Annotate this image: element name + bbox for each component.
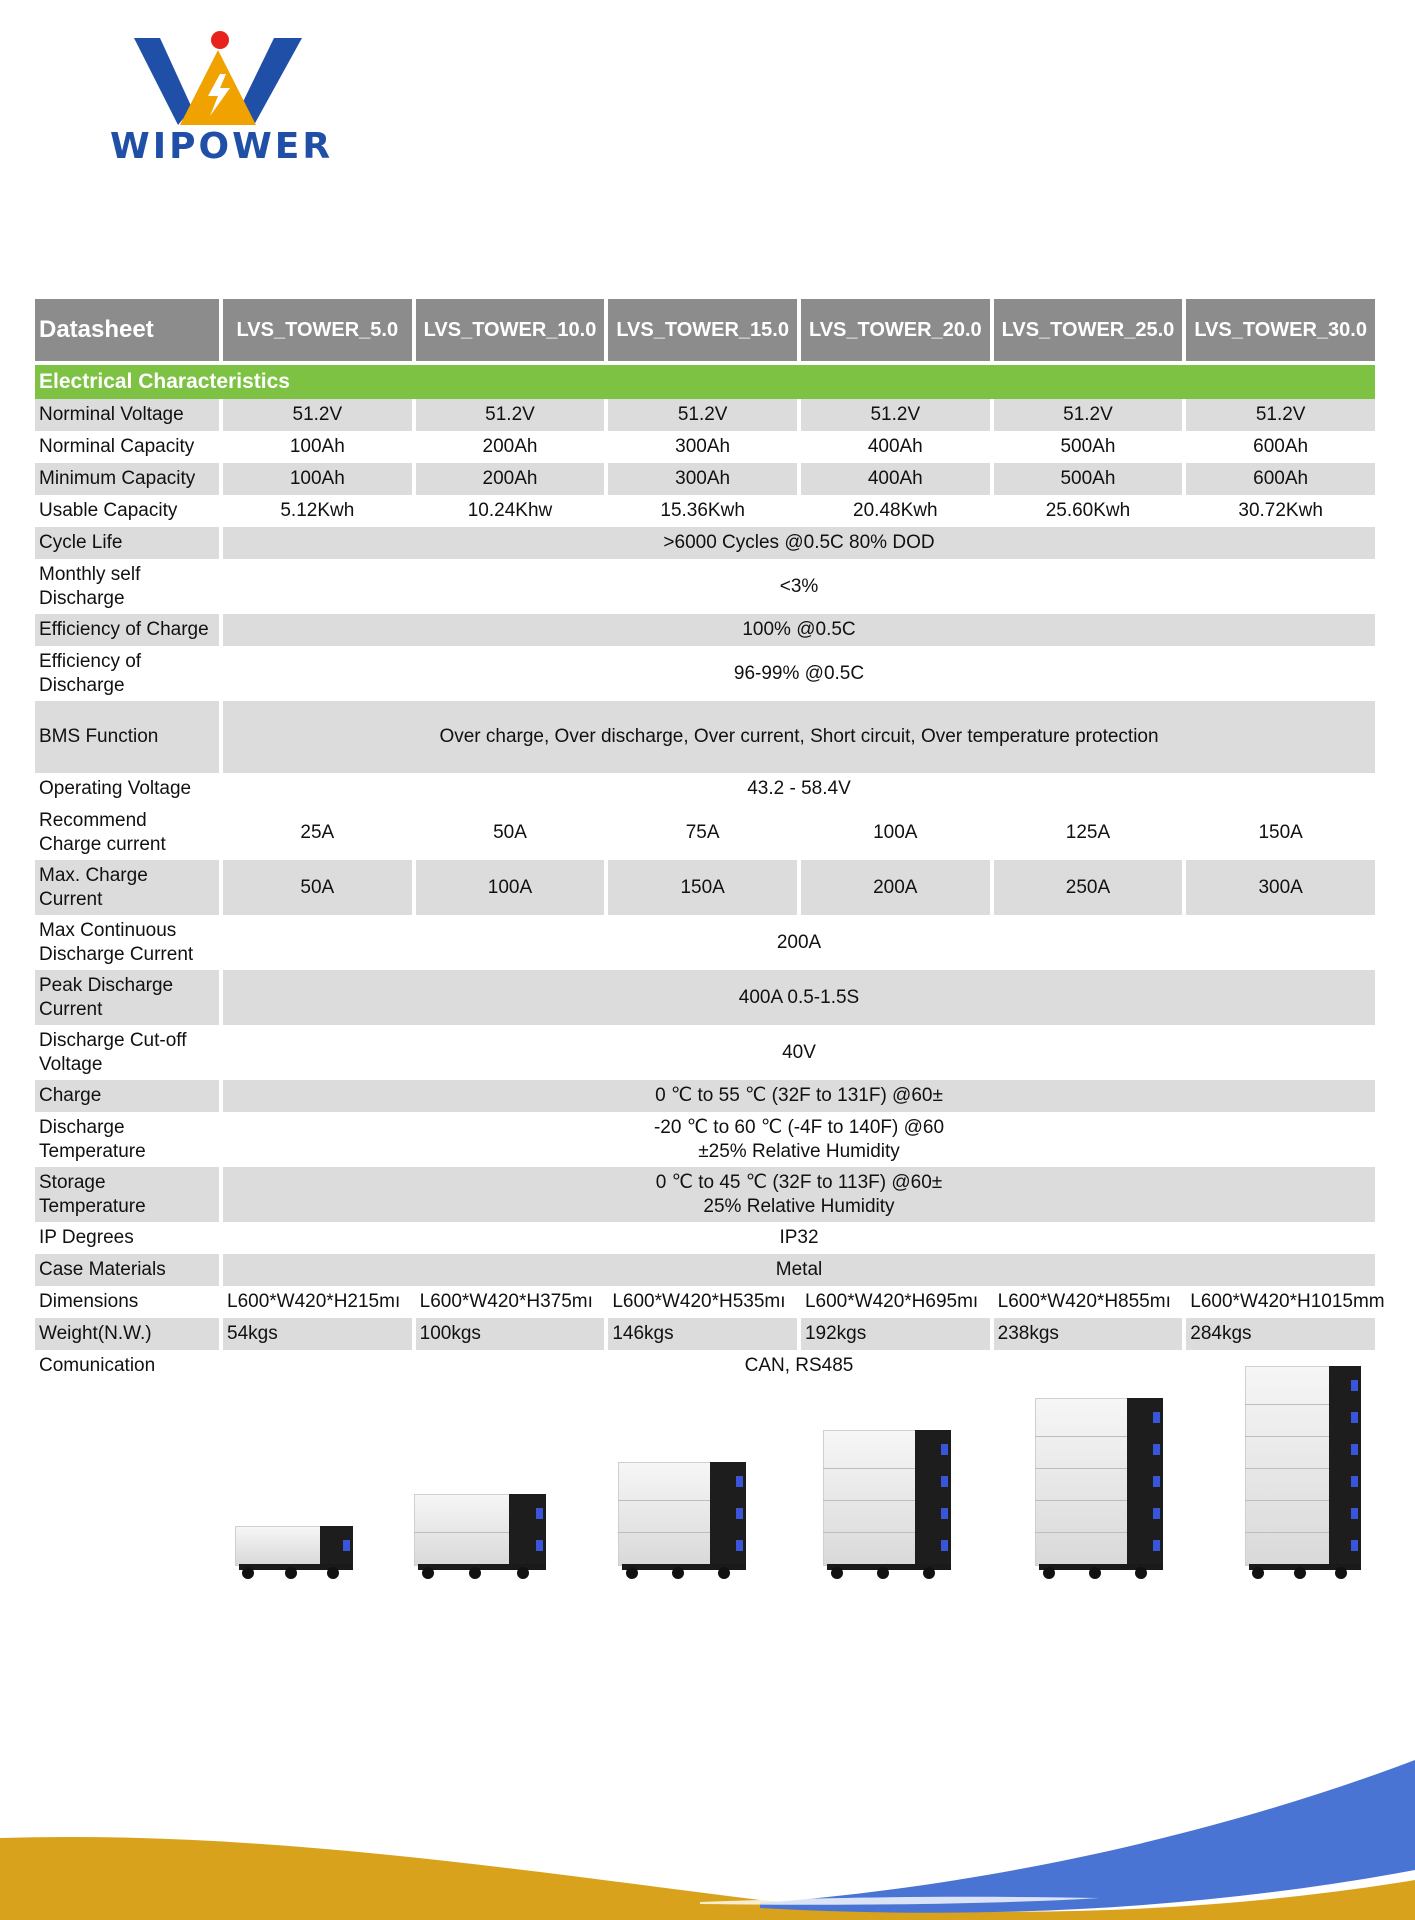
- table-row: [35, 773, 1375, 805]
- row-label: Usable Capacity: [39, 500, 178, 521]
- row-label: Max Continuous Discharge Current: [39, 919, 194, 965]
- battery-case: [235, 1526, 322, 1566]
- wheel-icon: [469, 1567, 481, 1579]
- table-row: [35, 860, 1375, 915]
- module-divider: [823, 1468, 915, 1469]
- header-model: LVS_TOWER_30.0: [1186, 299, 1375, 361]
- row-label: IP Degrees: [39, 1227, 134, 1248]
- row-label: Comunication: [39, 1355, 156, 1376]
- cell: 10.24Khw: [467, 500, 553, 521]
- row-label: Efficiency of Discharge: [39, 650, 142, 696]
- module-indicator-icon: [941, 1444, 948, 1455]
- module-divider: [1035, 1468, 1127, 1469]
- module-indicator-icon: [736, 1540, 743, 1551]
- module-divider: [1245, 1500, 1329, 1501]
- cell: 96-99% @0.5C: [733, 662, 865, 684]
- cell: L600*W420*H1015mm: [1190, 1291, 1385, 1312]
- cell: 100kgs: [416, 1318, 605, 1350]
- wheel-icon: [327, 1567, 339, 1579]
- cell: 51.2V: [223, 399, 412, 431]
- module-divider: [823, 1532, 915, 1533]
- section-row: [35, 365, 1375, 399]
- cell: 150A: [608, 860, 797, 915]
- battery-tower-image: [1245, 1366, 1361, 1578]
- module-indicator-icon: [1153, 1476, 1160, 1487]
- module-divider: [1245, 1532, 1329, 1533]
- battery-front-panel: [1329, 1366, 1361, 1566]
- row-label: BMS Function: [35, 701, 219, 773]
- cell: 51.2V: [1186, 399, 1375, 431]
- cell: 125A: [1065, 821, 1111, 843]
- wheel-icon: [877, 1567, 889, 1579]
- cell: 54kgs: [223, 1318, 412, 1350]
- header-model: LVS_TOWER_5.0: [223, 299, 412, 361]
- table-row: [35, 805, 1375, 860]
- row-label: Norminal Voltage: [35, 399, 219, 431]
- battery-tower-image: [1035, 1398, 1163, 1578]
- table-row: [35, 1112, 1375, 1167]
- cell: 200Ah: [416, 463, 605, 495]
- cell: 51.2V: [801, 399, 990, 431]
- module-divider: [1245, 1436, 1329, 1437]
- cell: 50A: [223, 860, 412, 915]
- row-label: Norminal Capacity: [39, 436, 195, 457]
- header-row: [35, 299, 1375, 361]
- module-indicator-icon: [1351, 1508, 1358, 1519]
- table-row: [35, 431, 1375, 463]
- cell: 200A: [776, 931, 822, 953]
- cell: L600*W420*H535mı: [612, 1291, 786, 1312]
- battery-case: [414, 1494, 511, 1566]
- cell: 43.2 - 58.4V: [747, 778, 851, 799]
- cell: L600*W420*H215mı: [227, 1291, 401, 1312]
- cell: >6000 Cycles @0.5C 80% DOD: [223, 527, 1375, 559]
- cell: 25A: [300, 821, 335, 843]
- brand-logo: [108, 30, 334, 170]
- table-row: [35, 1318, 1375, 1350]
- wheel-icon: [1294, 1567, 1306, 1579]
- cell: 400A 0.5-1.5S: [223, 970, 1375, 1025]
- cell: 25.60Kwh: [1045, 500, 1131, 521]
- row-label: Minimum Capacity: [35, 463, 219, 495]
- cell: 100Ah: [289, 436, 345, 457]
- cell: 20.48Kwh: [853, 500, 938, 521]
- module-indicator-icon: [536, 1540, 543, 1551]
- cell: 500Ah: [1060, 436, 1116, 457]
- cell: 200Ah: [482, 436, 538, 457]
- cell: 15.36Kwh: [660, 500, 745, 521]
- cell: L600*W420*H375mı: [419, 1291, 593, 1312]
- datasheet-table: [31, 299, 1385, 1382]
- wheel-icon: [1135, 1567, 1147, 1579]
- cell: Metal: [223, 1254, 1375, 1286]
- module-divider: [823, 1500, 915, 1501]
- cell: 75A: [685, 821, 720, 843]
- module-divider: [1245, 1404, 1329, 1405]
- table-row: [35, 1350, 1375, 1382]
- cell: 50A: [493, 821, 527, 843]
- wheel-icon: [672, 1567, 684, 1579]
- wheel-icon: [422, 1567, 434, 1579]
- module-divider: [1035, 1532, 1127, 1533]
- cell: 400Ah: [867, 436, 923, 457]
- module-indicator-icon: [736, 1508, 743, 1519]
- cell: 51.2V: [416, 399, 605, 431]
- module-divider: [414, 1532, 509, 1533]
- wheel-icon: [285, 1567, 297, 1579]
- table-row: [35, 646, 1375, 701]
- row-label: Case Materials: [35, 1254, 219, 1286]
- module-indicator-icon: [1153, 1444, 1160, 1455]
- cell: 600Ah: [1186, 463, 1375, 495]
- table-row: [35, 1167, 1375, 1222]
- row-label: Recommend Charge current: [39, 809, 166, 855]
- cell: 40V: [782, 1041, 816, 1063]
- battery-case: [618, 1462, 712, 1566]
- module-indicator-icon: [941, 1476, 948, 1487]
- cell: 100A: [416, 860, 605, 915]
- module-indicator-icon: [1351, 1412, 1358, 1423]
- module-indicator-icon: [1351, 1380, 1358, 1391]
- cell: 0 ℃ to 45 ℃ (32F to 113F) @60± 25% Relative Humidity: [223, 1167, 1375, 1222]
- battery-front-panel: [509, 1494, 546, 1566]
- battery-case: [823, 1430, 917, 1566]
- cell: 300Ah: [608, 463, 797, 495]
- cell: 146kgs: [608, 1318, 797, 1350]
- module-indicator-icon: [536, 1508, 543, 1519]
- wheel-icon: [242, 1567, 254, 1579]
- row-label: Peak Discharge Current: [35, 970, 219, 1025]
- cell: 100Ah: [223, 463, 412, 495]
- cell: 284kgs: [1186, 1318, 1375, 1350]
- battery-case: [1035, 1398, 1129, 1566]
- header-model: LVS_TOWER_10.0: [416, 299, 605, 361]
- battery-case: [1245, 1366, 1331, 1566]
- table-row: [35, 463, 1375, 495]
- module-divider: [618, 1532, 710, 1533]
- table-row: [35, 701, 1375, 773]
- header-model: LVS_TOWER_25.0: [994, 299, 1183, 361]
- module-indicator-icon: [1351, 1540, 1358, 1551]
- cell: 100% @0.5C: [223, 614, 1375, 646]
- row-label: Dimensions: [39, 1291, 139, 1312]
- cell: 192kgs: [801, 1318, 990, 1350]
- wheel-icon: [517, 1567, 529, 1579]
- cell: 51.2V: [608, 399, 797, 431]
- cell: 500Ah: [994, 463, 1183, 495]
- row-label: Max. Charge Current: [35, 860, 219, 915]
- wheel-icon: [1335, 1567, 1347, 1579]
- module-indicator-icon: [1351, 1476, 1358, 1487]
- module-divider: [1035, 1436, 1127, 1437]
- cell: 51.2V: [994, 399, 1183, 431]
- cell: 0 ℃ to 55 ℃ (32F to 131F) @60±: [223, 1080, 1375, 1112]
- row-label: Cycle Life: [35, 527, 219, 559]
- cell: L600*W420*H695mı: [804, 1291, 979, 1312]
- row-label: Operating Voltage: [39, 778, 192, 799]
- module-indicator-icon: [1351, 1444, 1358, 1455]
- battery-tower-image: [618, 1462, 746, 1578]
- table-row: [35, 559, 1375, 614]
- header-model: LVS_TOWER_20.0: [801, 299, 990, 361]
- cell: 150A: [1258, 821, 1303, 843]
- row-label: Charge: [35, 1080, 219, 1112]
- battery-tower-image: [235, 1526, 353, 1578]
- table-row: [35, 1080, 1375, 1112]
- table-row: [35, 1025, 1375, 1080]
- cell: 200A: [801, 860, 990, 915]
- wheel-icon: [1043, 1567, 1055, 1579]
- module-indicator-icon: [1153, 1508, 1160, 1519]
- table-row: [35, 399, 1375, 431]
- table-row: [35, 527, 1375, 559]
- cell: L600*W420*H855mı: [997, 1291, 1171, 1312]
- row-label: Weight(N.W.): [35, 1318, 219, 1350]
- table-row: [35, 915, 1375, 970]
- module-indicator-icon: [736, 1476, 743, 1487]
- cell: 400Ah: [801, 463, 990, 495]
- cell: Over charge, Over discharge, Over current, Short circuit, Over temperature protection: [223, 701, 1375, 773]
- brand-name: WIPOWER: [110, 126, 334, 167]
- row-label: Efficiency of Charge: [35, 614, 219, 646]
- wheel-icon: [1252, 1567, 1264, 1579]
- cell: -20 ℃ to 60 ℃ (-4F to 140F) @60 ±25% Relative Humidity: [653, 1116, 945, 1162]
- table-row: [35, 1286, 1375, 1318]
- cell: 250A: [994, 860, 1183, 915]
- cell: CAN, RS485: [744, 1355, 854, 1376]
- table-row: [35, 495, 1375, 527]
- table-row: [35, 1254, 1375, 1286]
- battery-tower-image: [414, 1494, 546, 1578]
- row-label: Discharge Temperature: [39, 1116, 146, 1162]
- cell: 238kgs: [994, 1318, 1183, 1350]
- wheel-icon: [718, 1567, 730, 1579]
- table-row: [35, 614, 1375, 646]
- wheel-icon: [1089, 1567, 1101, 1579]
- row-label: Discharge Cut-off Voltage: [39, 1029, 187, 1075]
- cell: 300A: [1186, 860, 1375, 915]
- module-indicator-icon: [1153, 1540, 1160, 1551]
- header-datasheet: Datasheet: [35, 299, 219, 361]
- module-indicator-icon: [941, 1508, 948, 1519]
- table-row: [35, 1222, 1375, 1254]
- row-label: Storage Temperature: [35, 1167, 219, 1222]
- cell: 300Ah: [675, 436, 731, 457]
- wheel-icon: [923, 1567, 935, 1579]
- module-divider: [1035, 1500, 1127, 1501]
- module-divider: [1245, 1468, 1329, 1469]
- cell: <3%: [779, 575, 819, 597]
- table-row: [35, 970, 1375, 1025]
- module-indicator-icon: [941, 1540, 948, 1551]
- module-indicator-icon: [1153, 1412, 1160, 1423]
- wipower-logo-icon: [134, 30, 304, 125]
- cell: 5.12Kwh: [280, 500, 355, 521]
- row-label: Monthly self Discharge: [39, 563, 141, 609]
- section-title: Electrical Characteristics: [35, 365, 1375, 399]
- battery-tower-image: [823, 1430, 951, 1578]
- module-divider: [618, 1500, 710, 1501]
- cell: 30.72Kwh: [1238, 500, 1323, 521]
- header-model: LVS_TOWER_15.0: [608, 299, 797, 361]
- cell: IP32: [779, 1227, 819, 1248]
- module-indicator-icon: [343, 1540, 350, 1551]
- decorative-swoosh-icon: [0, 1720, 1415, 1920]
- wheel-icon: [831, 1567, 843, 1579]
- cell: 100A: [873, 821, 918, 843]
- cell: 600Ah: [1253, 436, 1309, 457]
- wheel-icon: [626, 1567, 638, 1579]
